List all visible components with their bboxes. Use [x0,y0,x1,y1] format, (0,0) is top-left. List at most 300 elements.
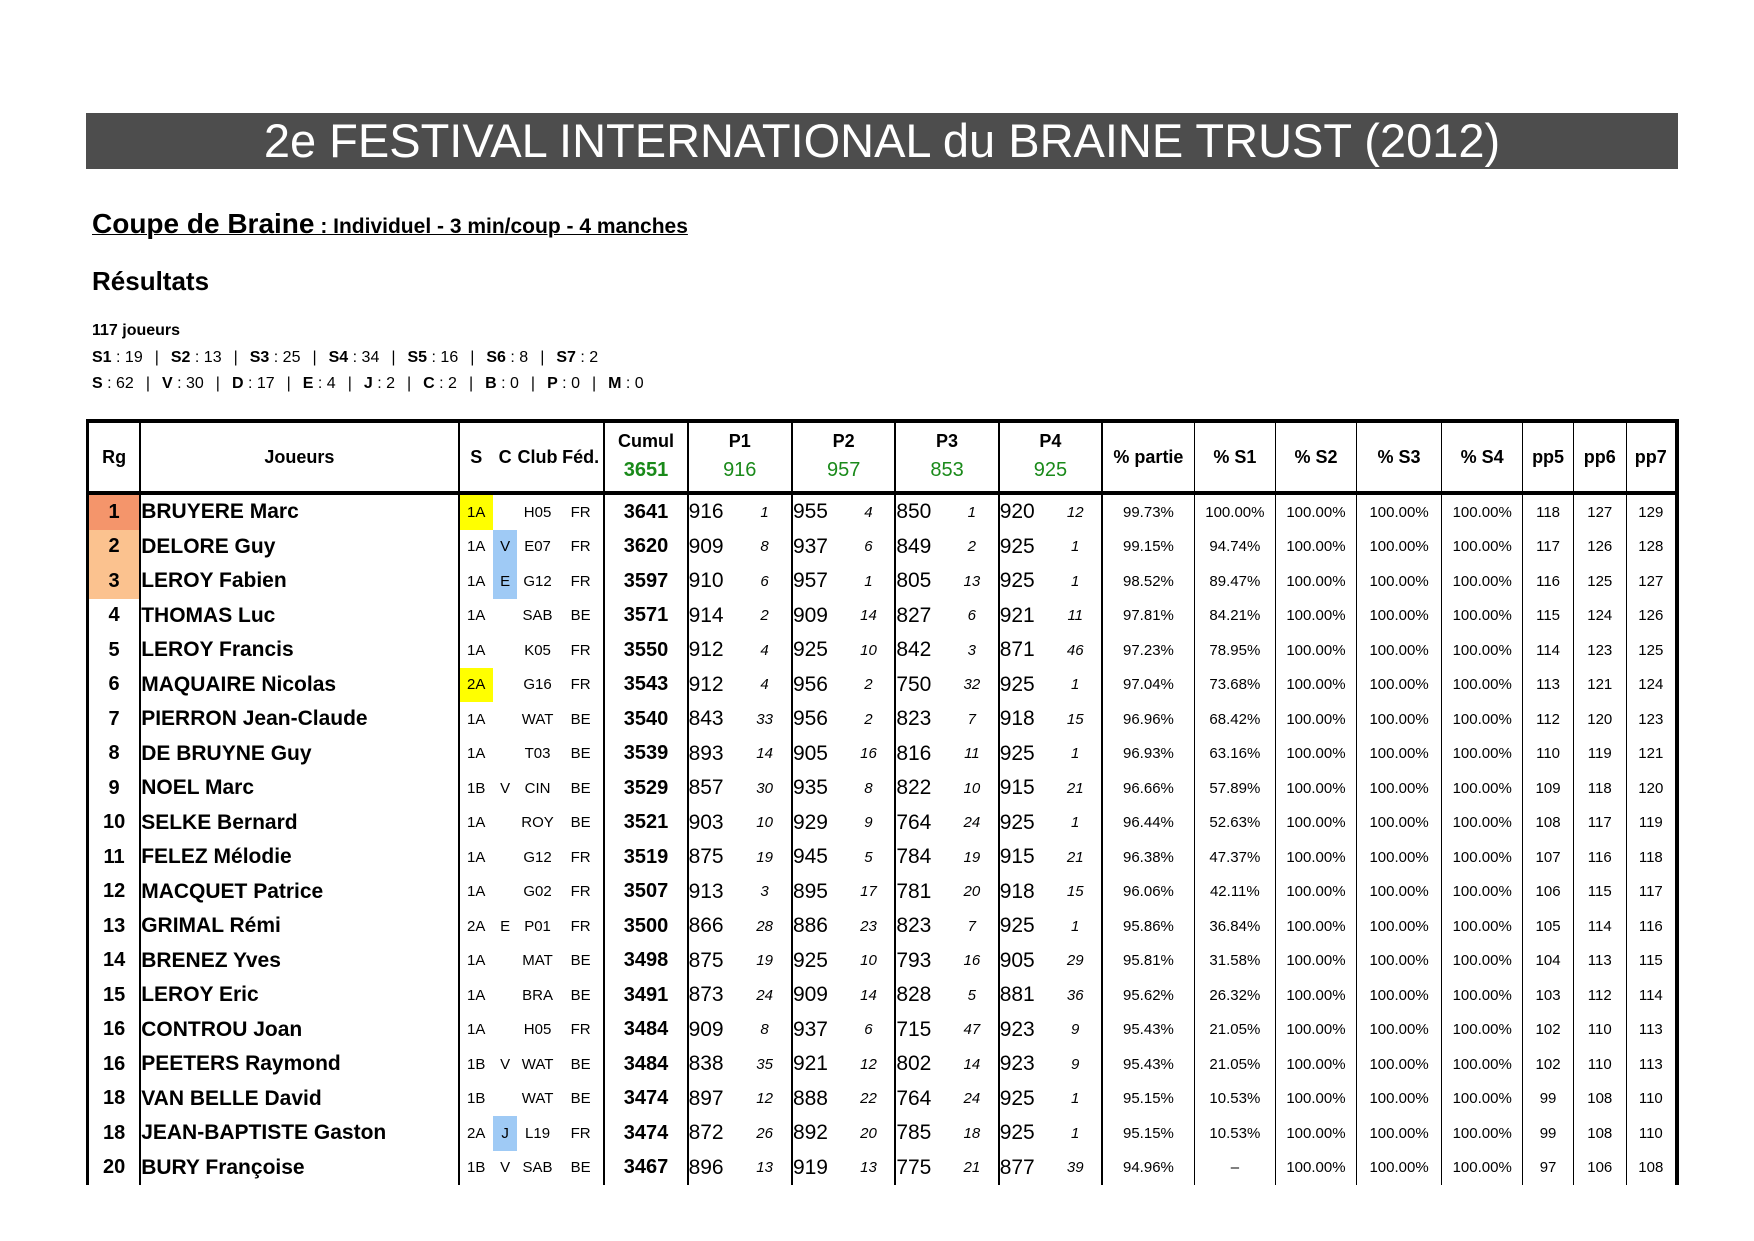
rank-cell: 7 [88,702,141,737]
category-cell [493,806,517,841]
stat-separator: | [540,349,545,366]
player-name: JEAN-BAPTISTE Gaston [140,1116,458,1151]
p2-score: 909 [792,603,828,627]
p2-score: 955 [792,500,828,524]
pct-partie-cell: 95.81% [1102,944,1194,979]
p2-rank: 10 [843,944,896,979]
pct-s4-cell: 100.00% [1442,1013,1523,1048]
p3-score: 816 [896,741,932,765]
pct-s2-cell: 100.00% [1275,737,1356,772]
series-cell: 1B [467,1159,486,1177]
pp7-cell: 108 [1638,1159,1664,1177]
stat-key: P [547,375,558,392]
player-name: CONTROU Joan [140,1013,458,1048]
stat-value: : 0 [557,375,580,392]
p4-rank: 1 [1049,737,1102,772]
table-row [88,1013,1678,1048]
category-cell: V [500,779,511,797]
rank-cell: 16 [88,1047,141,1082]
player-name: FELEZ Mélodie [140,840,458,875]
pct-partie-cell: 95.43% [1102,1013,1194,1048]
cumul-cell: 3540 [604,702,687,737]
pct-partie-cell: 97.23% [1102,633,1194,668]
p4-rank: 11 [1049,599,1102,634]
p4-rank: 1 [1049,530,1102,565]
rank-cell: 12 [88,875,141,910]
p3-rank: 11 [946,737,999,772]
pp7-cell: 120 [1638,779,1664,797]
stat-key: S2 [170,349,191,366]
p2-rank: 4 [843,493,896,530]
pct-s1-cell: 73.68% [1194,668,1275,703]
p1-score: 897 [688,1086,724,1110]
p2-rank: 22 [843,1082,896,1117]
pct-s2-cell: 100.00% [1275,1116,1356,1151]
pp7-cell: 124 [1638,676,1664,694]
pct-s3-cell: 100.00% [1357,840,1442,875]
results-table [86,419,1679,1185]
club-cell: BRA [522,986,553,1004]
p3-score: 715 [896,1017,932,1041]
cumul-cell: 3484 [604,1047,687,1082]
pct-s4-cell: 100.00% [1442,771,1523,806]
p4-score: 925 [999,1121,1035,1145]
series-cell: 1A [467,538,486,556]
col-cumul: Cumul [604,421,687,459]
p2-rank: 9 [843,806,896,841]
p4-rank: 12 [1049,493,1102,530]
col-federation: Féd. [558,421,605,493]
federation-cell: FR [558,633,605,668]
p4-score: 871 [999,638,1035,662]
stat-key: E [302,375,314,392]
stat-separator: | [407,375,412,392]
stat-value: : 16 [427,349,459,366]
cumul-cell: 3498 [604,944,687,979]
club-cell: H05 [523,503,552,521]
pp5-cell: 112 [1523,702,1574,737]
pct-s4-cell: 100.00% [1442,702,1523,737]
pp6-cell: 108 [1573,1082,1626,1117]
pct-s1-cell: 84.21% [1194,599,1275,634]
p3-rank: 13 [946,564,999,599]
pct-s1-cell: 47.37% [1194,840,1275,875]
pct-s3-cell: 100.00% [1357,530,1442,565]
p3-score: 805 [896,569,932,593]
pct-s2-cell: 100.00% [1275,668,1356,703]
federation-cell: FR [558,875,605,910]
pp6-cell: 110 [1573,1047,1626,1082]
stat-key: J [363,375,373,392]
stat-separator: | [347,375,352,392]
col-pp6: pp6 [1573,421,1626,493]
pct-s1-cell: 94.74% [1194,530,1275,565]
pct-s1-cell: 26.32% [1194,978,1275,1013]
player-name: PEETERS Raymond [140,1047,458,1082]
pct-s3-cell: 100.00% [1357,1082,1442,1117]
p1-score: 838 [688,1052,724,1076]
club-cell: L19 [525,1124,551,1142]
player-name: MAQUAIRE Nicolas [140,668,458,703]
series-cell: 1A [467,986,486,1004]
pct-s4-cell: 100.00% [1442,668,1523,703]
cumul-cell: 3571 [604,599,687,634]
pp6-cell: 118 [1573,771,1626,806]
club-cell: SAB [522,607,553,625]
pp6-cell: 123 [1573,633,1626,668]
p2-rank: 1 [843,564,896,599]
pct-s4-cell: 100.00% [1442,1047,1523,1082]
p2-score: 905 [792,741,828,765]
rank-cell: 8 [88,737,141,772]
pp7-cell: 127 [1638,572,1664,590]
p4-top-score: 925 [999,459,1102,493]
series-cell: 1A [467,1021,486,1039]
federation-cell: BE [558,771,605,806]
p3-score: 823 [896,914,932,938]
stat-key: S6 [486,349,506,366]
table-row [88,1151,1678,1186]
player-name: BRUYERE Marc [140,493,458,530]
pp5-cell: 118 [1523,493,1574,530]
pct-s2-cell: 100.00% [1275,1082,1356,1117]
stat-key: D [231,375,244,392]
pp5-cell: 104 [1523,944,1574,979]
club-cell: SAB [522,1159,553,1177]
federation-cell: BE [558,978,605,1013]
category-cell: V [500,1055,511,1073]
p4-rank: 15 [1049,875,1102,910]
col-pct-partie: % partie [1102,421,1194,493]
p3-top-score: 853 [895,459,998,493]
cumul-cell: 3521 [604,806,687,841]
player-name: LEROY Fabien [140,564,458,599]
stat-value: : 2 [434,375,457,392]
pct-s3-cell: 100.00% [1357,564,1442,599]
series-cell: 2A [467,1124,486,1142]
stat-separator: | [154,349,159,366]
p4-score: 923 [999,1017,1035,1041]
p2-rank: 20 [843,1116,896,1151]
pct-s4-cell: 100.00% [1442,564,1523,599]
p4-score: 923 [999,1052,1035,1076]
pp5-cell: 116 [1523,564,1574,599]
category-cell [493,493,517,530]
pct-s2-cell: 100.00% [1275,633,1356,668]
p1-score: 875 [688,948,724,972]
p3-score: 802 [896,1052,932,1076]
pct-partie-cell: 95.15% [1102,1082,1194,1117]
p2-score: 892 [792,1121,828,1145]
pct-partie-cell: 94.96% [1102,1151,1194,1186]
pct-s1-cell: 10.53% [1194,1116,1275,1151]
p4-rank: 1 [1049,806,1102,841]
rank-cell: 15 [88,978,141,1013]
p1-rank: 33 [738,702,792,737]
cumul-cell: 3491 [604,978,687,1013]
pp6-cell: 106 [1573,1151,1626,1186]
club-cell: E07 [524,538,551,556]
p2-score: 956 [792,707,828,731]
series-cell: 2A [467,917,486,935]
player-name: BRENEZ Yves [140,944,458,979]
category-cell [493,599,517,634]
p2-rank: 16 [843,737,896,772]
p2-score: 945 [792,845,828,869]
p1-rank: 3 [738,875,792,910]
p1-score: 872 [688,1121,724,1145]
pct-s1-cell: 52.63% [1194,806,1275,841]
table-row [88,702,1678,737]
cumul-cell: 3467 [604,1151,687,1186]
pct-partie-cell: 97.81% [1102,599,1194,634]
p4-rank: 9 [1049,1013,1102,1048]
category-cell: V [493,530,517,565]
competition-subtitle [92,208,688,240]
federation-cell: FR [558,1116,605,1151]
category-cell [493,875,517,910]
player-name: PIERRON Jean-Claude [140,702,458,737]
stat-key: S4 [328,349,349,366]
rank-cell: 6 [88,668,141,703]
club-cell: WAT [521,1090,554,1108]
table-row [88,493,1678,530]
pct-s3-cell: 100.00% [1357,1013,1442,1048]
table-row [88,737,1678,772]
p3-score: 850 [896,500,932,524]
col-series: S [459,421,493,493]
cumul-cell: 3500 [604,909,687,944]
p1-rank: 30 [738,771,792,806]
p3-score: 775 [896,1155,932,1179]
pct-s2-cell: 100.00% [1275,978,1356,1013]
pp6-cell: 126 [1573,530,1626,565]
p3-rank: 2 [946,530,999,565]
competition-format: : Individuel - 3 min/coup - 4 manches [314,215,688,238]
col-pp7: pp7 [1626,421,1677,493]
pp6-cell: 108 [1573,1116,1626,1151]
pp5-cell: 115 [1523,599,1574,634]
pp7-cell: 110 [1638,1124,1663,1142]
table-row [88,909,1678,944]
pp6-cell: 115 [1573,875,1626,910]
stat-value: : 2 [372,375,395,392]
stat-value: : 13 [190,349,222,366]
club-cell: G12 [523,572,552,590]
stat-separator: | [591,375,597,392]
pct-s2-cell: 100.00% [1275,564,1356,599]
page-title: 2e FESTIVAL INTERNATIONAL du BRAINE TRUST (2012) [86,113,1678,169]
results-heading: Résultats [92,266,210,296]
pct-partie-cell: 96.44% [1102,806,1194,841]
stat-value: : 25 [269,349,301,366]
pct-s2-cell: 100.00% [1275,806,1356,841]
p2-score: 886 [792,914,828,938]
p4-rank: 21 [1049,771,1102,806]
pct-s4-cell: 100.00% [1442,909,1523,944]
p1-score: 873 [688,983,724,1007]
category-cell [493,633,517,668]
club-cell: K05 [524,641,551,659]
category-cell [493,978,517,1013]
series-stats [92,349,598,367]
stat-value: : 17 [243,375,275,392]
federation-cell: FR [558,1013,605,1048]
pct-s4-cell: 100.00% [1442,875,1523,910]
rank-cell: 13 [88,909,141,944]
pct-s1-cell: 31.58% [1194,944,1275,979]
p1-score: 857 [688,776,724,800]
pp7-cell: 129 [1638,503,1664,521]
pp5-cell: 107 [1523,840,1574,875]
p2-score: 937 [792,1017,828,1041]
rank-cell: 16 [88,1013,141,1048]
cumul-cell: 3507 [604,875,687,910]
table-row [88,771,1678,806]
p3-rank: 5 [946,978,999,1013]
stat-key: V [161,375,173,392]
p1-score: 896 [688,1155,724,1179]
pct-s4-cell: 100.00% [1442,840,1523,875]
pct-s3-cell: 100.00% [1357,875,1442,910]
p1-rank: 6 [738,564,792,599]
club-cell: WAT [521,710,554,728]
p2-score: 956 [792,672,828,696]
pct-partie-cell: 95.15% [1102,1116,1194,1151]
p3-score: 793 [896,948,932,972]
cumul-cell: 3641 [604,493,687,530]
pct-s2-cell: 100.00% [1275,944,1356,979]
pp7-cell: 113 [1638,1055,1663,1073]
rank-cell: 4 [88,599,141,634]
pct-s4-cell: 100.00% [1442,737,1523,772]
p2-rank: 2 [843,702,896,737]
p3-rank: 14 [946,1047,999,1082]
pp5-cell: 113 [1523,668,1574,703]
competition-name: Coupe de Braine [92,208,315,239]
p2-score: 909 [792,983,828,1007]
pct-s2-cell: 100.00% [1275,771,1356,806]
rank-cell: 5 [88,633,141,668]
p4-rank: 1 [1049,1082,1102,1117]
p1-rank: 19 [738,840,792,875]
pct-s2-cell: 100.00% [1275,493,1356,530]
p2-rank: 2 [843,668,896,703]
p4-score: 915 [999,776,1035,800]
category-stats [92,375,644,393]
col-pct-s4: % S4 [1442,421,1523,493]
p4-score: 925 [999,1086,1035,1110]
stat-separator: | [391,349,396,366]
pct-partie-cell: 96.38% [1102,840,1194,875]
pp7-cell: 125 [1638,641,1664,659]
category-cell: E [493,564,517,599]
category-cell: V [500,1159,511,1177]
federation-cell: FR [558,668,605,703]
p3-score: 750 [896,672,932,696]
p1-score: 914 [688,603,724,627]
p2-rank: 23 [843,909,896,944]
p1-rank: 24 [738,978,792,1013]
p1-score: 893 [688,741,724,765]
pp6-cell: 117 [1573,806,1626,841]
p4-score: 921 [999,603,1035,627]
pct-partie-cell: 99.73% [1102,493,1194,530]
p2-score: 935 [792,776,828,800]
pct-s3-cell: 100.00% [1357,771,1442,806]
federation-cell: BE [558,599,605,634]
pp5-cell: 108 [1523,806,1574,841]
p1-score: 910 [688,569,724,593]
series-cell: 1A [467,883,486,901]
pp5-cell: 105 [1523,909,1574,944]
player-name: LEROY Francis [140,633,458,668]
stat-separator: | [312,349,317,366]
p3-score: 828 [896,983,932,1007]
stat-value: : 62 [102,375,134,392]
stat-separator: | [286,375,291,392]
cumul-cell: 3543 [604,668,687,703]
p2-rank: 14 [843,599,896,634]
series-cell: 1A [467,572,486,590]
p1-score: 909 [688,534,724,558]
p4-rank: 29 [1049,944,1102,979]
col-pct-s1: % S1 [1194,421,1275,493]
pct-s1-cell: 21.05% [1194,1013,1275,1048]
pct-s2-cell: 100.00% [1275,1013,1356,1048]
pp5-cell: 109 [1523,771,1574,806]
p4-score: 905 [999,948,1035,972]
rank-cell: 20 [88,1151,141,1186]
p3-score: 842 [896,638,932,662]
p1-rank: 2 [738,599,792,634]
col-p3: P3 [895,421,998,459]
pct-s3-cell: 100.00% [1357,1151,1442,1186]
pp5-cell: 110 [1523,737,1574,772]
pct-s4-cell: 100.00% [1442,633,1523,668]
p4-rank: 36 [1049,978,1102,1013]
stat-value: : 8 [505,349,529,366]
federation-cell: BE [558,806,605,841]
p2-score: 919 [792,1155,828,1179]
p4-rank: 46 [1049,633,1102,668]
p4-score: 925 [999,534,1035,558]
pp5-cell: 99 [1523,1082,1574,1117]
pct-s3-cell: 100.00% [1357,599,1442,634]
player-name: VAN BELLE David [140,1082,458,1117]
federation-cell: FR [558,909,605,944]
p2-score: 937 [792,534,828,558]
pp6-cell: 110 [1573,1013,1626,1048]
cumul-cell: 3539 [604,737,687,772]
table-row [88,564,1678,599]
p3-rank: 10 [946,771,999,806]
p1-rank: 13 [738,1151,792,1186]
pp7-cell: 114 [1638,986,1663,1004]
pct-s3-cell: 100.00% [1357,978,1442,1013]
pct-s1-cell: 10.53% [1194,1082,1275,1117]
pct-s1-cell: 68.42% [1194,702,1275,737]
p2-rank: 14 [843,978,896,1013]
players-count [92,322,180,340]
player-name: DELORE Guy [140,530,458,565]
pp6-cell: 116 [1573,840,1626,875]
stat-key: S5 [407,349,428,366]
pct-s2-cell: 100.00% [1275,599,1356,634]
player-name: BURY Françoise [140,1151,458,1186]
pp6-cell: 112 [1573,978,1626,1013]
stat-key: S7 [556,349,576,366]
